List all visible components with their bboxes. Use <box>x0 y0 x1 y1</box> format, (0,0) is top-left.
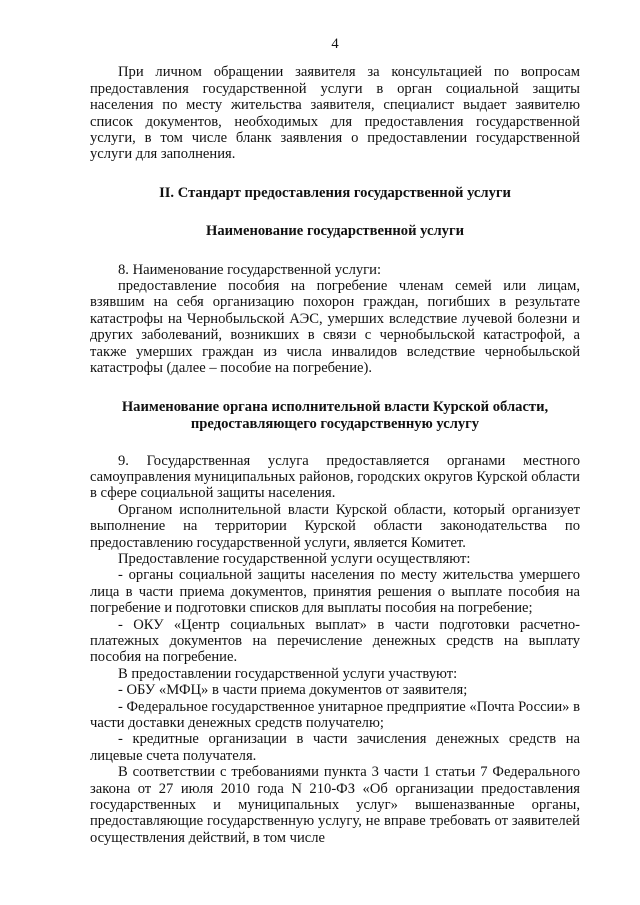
paragraph-providers-intro: Предоставление государственной услуги осуществляют: <box>118 550 471 567</box>
paragraph-federal-law: В соответствии с требованиями пункта 3 части 1 статьи 7 Федерального закона от 27 июля 2010 года N 210-ФЗ «Об организации предоставления государственных и муниципальных услуг» вышеназванные органы, предоставляющие государственную услугу, не вправе требовать от заявителей осуществления действий, в том числе <box>90 764 580 846</box>
section-heading: II. Стандарт предоставления государственной услуги <box>159 184 511 201</box>
paragraph-9: 9. Государственная услуга предоставляется органами местного самоуправления муниципальных районов, городских округов Курской области в сфере социальной защиты населения. <box>90 452 580 502</box>
page-number: 4 <box>331 36 339 52</box>
sub-heading-executive-body: Наименование органа исполнительной власти Курской области, предоставляющего государственную услугу <box>121 398 549 432</box>
item-8-text: предоставление пособия на погребение членам семей или лицам, взявшим на себя организацию похорон граждан, погибших в результате катастрофы на Чернобыльской АЭС, умерших вследствие лучевой болезни и других заболеваний, возникших в связи с чернобыльской катастрофой, а также умерших граждан из числа инвалидов вследствие чернобыльской катастрофы (далее – пособие на погребение). <box>90 278 580 377</box>
list-item-oku-center: - ОКУ «Центр социальных выплат» в части подготовки расчетно-платежных документов на перечисление денежных средств на выплату пособия на погребение. <box>90 616 580 666</box>
list-item-social-protection: - органы социальной защиты населения по месту жительства умершего лица в части приема документов, принятия решения о выплате пособия на погребение и подготовки списков для выплаты пособия на погребение; <box>90 567 580 617</box>
item-8-label: 8. Наименование государственной услуги: <box>118 261 382 278</box>
list-item-credit-orgs: - кредитные организации в части зачисления денежных средств на лицевые счета получателя. <box>90 731 580 764</box>
sub-heading-service-name: Наименование государственной услуги <box>206 223 464 240</box>
paragraph-participants-intro: В предоставлении государственной услуги участвуют: <box>118 665 458 682</box>
document-page <box>90 36 580 846</box>
intro-paragraph: При личном обращении заявителя за консультацией по вопросам предоставления государственной услуги в орган социальной защиты населения по месту жительства заявителя, специалист выдает заявителю список документов, необходимых для предоставления государственной услуги, в том числе бланк заявления о предоставлении государственной услуги для заполнения. <box>90 64 580 163</box>
list-item-obu-mfc: - ОБУ «МФЦ» в части приема документов от заявителя; <box>118 682 468 699</box>
paragraph-executive-body: Органом исполнительной власти Курской области, который организует выполнение на территории Курской области законодательства по предоставлению государственной услуги, является Комитет. <box>90 501 580 551</box>
list-item-post-russia: - Федеральное государственное унитарное предприятие «Почта России» в части доставки денежных средств получателю; <box>90 698 580 731</box>
